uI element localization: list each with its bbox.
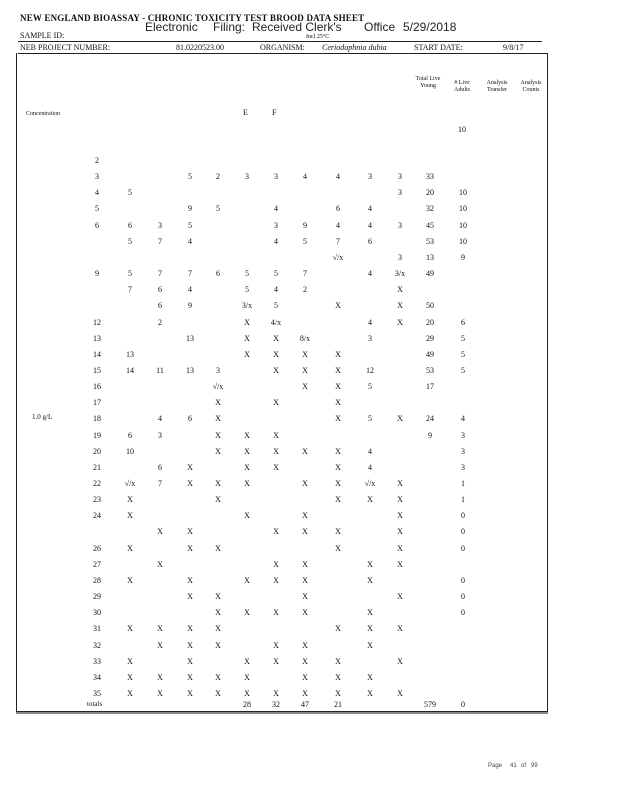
col-e-header: E <box>243 108 248 117</box>
replicate-number: 31 <box>93 624 101 634</box>
column-total: 32 <box>272 700 280 709</box>
brood-cell: 6 <box>128 220 132 230</box>
brood-cell: X <box>187 479 193 488</box>
live-adults-cell: 3 <box>461 446 465 456</box>
organism-label: ORGANISM: <box>260 43 305 52</box>
brood-cell: X <box>215 624 221 634</box>
brood-cell: X <box>244 317 250 327</box>
brood-cell: 3 <box>368 172 372 182</box>
brood-cell: X <box>157 672 163 682</box>
replicate-number: 13 <box>93 333 101 343</box>
totals-label: totals <box>87 700 103 708</box>
brood-cell: X <box>127 511 133 521</box>
brood-cell: X <box>397 511 403 521</box>
brood-cell: X <box>302 479 308 488</box>
brood-cell: X <box>244 430 250 440</box>
brood-cell: 3 <box>398 188 402 198</box>
live-adults-cell: 0 <box>461 511 465 521</box>
brood-cell: X <box>187 688 193 698</box>
replicate-number: 14 <box>93 349 101 359</box>
brood-cell: X <box>215 608 221 618</box>
brood-cell: X <box>397 624 403 634</box>
brood-cell: X <box>273 430 279 440</box>
brood-cell: √/x <box>332 252 344 262</box>
brood-cell: X <box>367 559 373 569</box>
brood-cell: X <box>302 365 308 375</box>
brood-cell: X <box>367 640 373 650</box>
replicate-number: 9 <box>95 269 99 279</box>
brood-cell: X <box>215 414 221 424</box>
column-total: 21 <box>334 700 342 709</box>
total-live-young-cell: 29 <box>426 333 434 343</box>
brood-cell: X <box>367 575 373 585</box>
replicate-number: 24 <box>93 511 101 521</box>
brood-cell: X <box>335 656 341 666</box>
total-live-young-cell: 53 <box>426 365 434 375</box>
brood-cell: 7 <box>188 269 192 279</box>
replicate-number: 32 <box>93 640 101 650</box>
live-adults-cell: 0 <box>461 592 465 602</box>
brood-cell: X <box>157 559 163 569</box>
replicate-number: 34 <box>93 672 101 682</box>
brood-cell: 4 <box>158 414 162 424</box>
page-number: 41 <box>510 763 517 769</box>
brood-cell: X <box>215 688 221 698</box>
brood-cell: 4/x <box>270 317 282 327</box>
live-adults-cell: 6 <box>461 317 465 327</box>
live-adults-cell: 5 <box>461 349 465 359</box>
replicate-number: 23 <box>93 495 101 505</box>
brood-cell: X <box>273 527 279 537</box>
project-label: NEB PROJECT NUMBER: <box>20 43 111 52</box>
brood-cell: 3 <box>245 172 249 182</box>
brood-cell: 14 <box>126 365 134 375</box>
brood-cell: X <box>273 575 279 585</box>
brood-cell: X <box>335 365 341 375</box>
brood-cell: X <box>397 414 403 424</box>
brood-cell: 3 <box>274 220 278 230</box>
brood-cell: X <box>273 446 279 456</box>
brood-cell: 2 <box>216 172 220 182</box>
brood-cell: X <box>335 382 341 392</box>
replicate-number: 4 <box>95 188 99 198</box>
total-live-young-cell: 24 <box>426 414 434 424</box>
brood-cell: X <box>244 479 250 488</box>
total-live-young-cell: 20 <box>426 188 434 198</box>
brood-cell: 13 <box>126 349 134 359</box>
temp-note: Incl 25°C <box>306 34 330 40</box>
brood-cell: 5 <box>188 220 192 230</box>
column-total: 28 <box>243 700 251 709</box>
start-date-label: START DATE: <box>414 43 463 52</box>
live-adults-header: # Live Adults <box>453 80 470 93</box>
brood-cell: 4 <box>336 172 340 182</box>
brood-cell: 9 <box>188 204 192 214</box>
replicate-number: 35 <box>93 688 101 698</box>
analysis-transfer-header: Analysis Transfer <box>486 80 508 93</box>
brood-cell: X <box>244 575 250 585</box>
replicate-number: 20 <box>93 446 101 456</box>
brood-cell: X <box>244 656 250 666</box>
total-live-young-cell: 9 <box>428 430 432 440</box>
brood-cell: 6 <box>216 269 220 279</box>
brood-cell: 8/x <box>299 333 311 343</box>
brood-cell: X <box>127 575 133 585</box>
brood-cell: X <box>215 495 221 505</box>
brood-cell: X <box>335 624 341 634</box>
stamp-filing: Filing: <box>213 20 246 34</box>
replicate-number: 33 <box>93 656 101 666</box>
brood-cell: 5 <box>245 269 249 279</box>
replicate-number: 5 <box>95 204 99 214</box>
brood-cell: X <box>187 543 193 553</box>
replicate-number: 3 <box>95 172 99 182</box>
brood-cell: X <box>397 479 403 488</box>
brood-cell: X <box>397 301 403 311</box>
concentration-header: Concentration <box>26 111 60 117</box>
brood-cell: 5 <box>128 188 132 198</box>
replicate-number: 6 <box>95 220 99 230</box>
brood-cell: 3 <box>216 365 220 375</box>
brood-cell: 6 <box>368 236 372 246</box>
start-date-value: 9/8/17 <box>503 43 524 52</box>
brood-cell: X <box>335 672 341 682</box>
brood-cell: 3 <box>158 430 162 440</box>
brood-cell: √/x <box>212 382 224 392</box>
brood-cell: 6 <box>128 430 132 440</box>
replicate-number: 26 <box>93 543 101 553</box>
sheet-title: NEW ENGLAND BIOASSAY - CHRONIC TOXICITY TEST BROOD DATA SHEET <box>20 13 365 23</box>
brood-cell: 4 <box>188 285 192 295</box>
brood-cell: 2 <box>303 285 307 295</box>
brood-cell: 5 <box>128 236 132 246</box>
brood-cell: X <box>244 672 250 682</box>
brood-cell: X <box>302 672 308 682</box>
brood-cell: X <box>397 559 403 569</box>
total-live-young-cell: 49 <box>426 349 434 359</box>
project-number: 81.0220523.00 <box>176 43 224 52</box>
brood-cell: X <box>302 559 308 569</box>
brood-cell: X <box>397 688 403 698</box>
brood-cell: X <box>157 688 163 698</box>
stamp-office: Office <box>364 20 396 34</box>
live-adults-cell: 5 <box>461 365 465 375</box>
brood-cell: X <box>335 543 341 553</box>
live-adults-cell: 9 <box>461 252 465 262</box>
brood-cell: 3/x <box>394 269 406 279</box>
brood-cell: X <box>273 608 279 618</box>
brood-cell: X <box>215 446 221 456</box>
stamp-received: Received Clerk's <box>252 20 342 34</box>
brood-cell: X <box>302 688 308 698</box>
total-live-young-cell: 17 <box>426 382 434 392</box>
brood-cell: 6 <box>336 204 340 214</box>
grand-total-adults: 0 <box>461 700 465 709</box>
brood-cell: 5 <box>128 269 132 279</box>
col-f-header: F <box>272 108 277 117</box>
brood-cell: X <box>273 640 279 650</box>
total-live-young-cell: 33 <box>426 172 434 182</box>
live-adults-cell: 10 <box>459 236 467 246</box>
page-total: 99 <box>531 763 538 769</box>
brood-cell: X <box>244 608 250 618</box>
brood-cell: 7 <box>158 479 162 488</box>
live-adults-cell: 0 <box>461 575 465 585</box>
brood-cell: 4 <box>274 285 278 295</box>
header-rule-top <box>18 41 542 42</box>
brood-cell: X <box>397 656 403 666</box>
brood-cell: √/x <box>124 479 136 488</box>
table-left-border <box>16 53 17 712</box>
brood-cell: X <box>273 365 279 375</box>
grand-total-young: 579 <box>424 700 436 709</box>
analysis-counts-header: Analysis Counts <box>520 80 542 93</box>
brood-cell: 7 <box>303 269 307 279</box>
brood-cell: 5 <box>216 204 220 214</box>
replicate-number: 29 <box>93 592 101 602</box>
brood-cell: 7 <box>128 285 132 295</box>
brood-cell: X <box>244 511 250 521</box>
brood-cell: 3 <box>368 333 372 343</box>
brood-cell: X <box>335 462 341 472</box>
brood-cell: 6 <box>188 414 192 424</box>
brood-cell: X <box>273 688 279 698</box>
brood-cell: 5 <box>245 285 249 295</box>
header-adults-count: 10 <box>458 125 466 134</box>
brood-cell: 3 <box>274 172 278 182</box>
live-adults-cell: 0 <box>461 543 465 553</box>
brood-cell: 13 <box>186 365 194 375</box>
replicate-number: 28 <box>93 575 101 585</box>
live-adults-cell: 4 <box>461 414 465 424</box>
brood-cell: 9 <box>188 301 192 311</box>
replicate-number: 19 <box>93 430 101 440</box>
brood-cell: X <box>157 624 163 634</box>
brood-cell: 12 <box>366 365 374 375</box>
brood-cell: X <box>127 656 133 666</box>
brood-cell: 6 <box>158 462 162 472</box>
live-adults-cell: 10 <box>459 188 467 198</box>
brood-cell: X <box>127 624 133 634</box>
brood-cell: X <box>335 479 341 488</box>
live-adults-cell: 1 <box>461 479 465 488</box>
replicate-number: 15 <box>93 365 101 375</box>
brood-cell: 4 <box>368 204 372 214</box>
brood-cell: 5 <box>274 301 278 311</box>
brood-cell: X <box>335 495 341 505</box>
brood-cell: X <box>397 592 403 602</box>
brood-cell: X <box>273 349 279 359</box>
page-label: Page <box>488 763 503 769</box>
brood-cell: X <box>302 656 308 666</box>
column-total: 47 <box>301 700 309 709</box>
brood-cell: 5 <box>368 414 372 424</box>
sample-id-label: SAMPLE ID: <box>20 31 65 40</box>
total-live-young-cell: 20 <box>426 317 434 327</box>
brood-cell: 2 <box>158 317 162 327</box>
brood-cell: X <box>397 317 403 327</box>
total-live-young-cell: 13 <box>426 252 434 262</box>
brood-cell: X <box>187 462 193 472</box>
total-live-young-cell: 32 <box>426 204 434 214</box>
brood-cell: 5 <box>274 269 278 279</box>
brood-cell: X <box>397 527 403 537</box>
replicate-number: 17 <box>93 398 101 408</box>
brood-cell: 4 <box>368 269 372 279</box>
brood-cell: X <box>273 656 279 666</box>
brood-cell: X <box>187 624 193 634</box>
brood-cell: 3 <box>158 220 162 230</box>
brood-cell: 3 <box>398 220 402 230</box>
brood-cell: X <box>397 285 403 295</box>
brood-cell: X <box>302 446 308 456</box>
brood-cell: √/x <box>364 479 376 488</box>
brood-cell: X <box>187 640 193 650</box>
brood-cell: X <box>302 349 308 359</box>
brood-cell: X <box>302 527 308 537</box>
live-adults-cell: 0 <box>461 608 465 618</box>
brood-cell: 4 <box>274 236 278 246</box>
brood-cell: X <box>302 608 308 618</box>
live-adults-cell: 10 <box>459 220 467 230</box>
live-adults-cell: 0 <box>461 527 465 537</box>
brood-cell: 5 <box>368 382 372 392</box>
brood-cell: X <box>335 414 341 424</box>
brood-cell: X <box>157 527 163 537</box>
brood-cell: X <box>397 543 403 553</box>
brood-cell: X <box>335 446 341 456</box>
brood-cell: X <box>367 608 373 618</box>
brood-cell: X <box>302 575 308 585</box>
brood-cell: X <box>244 688 250 698</box>
brood-cell: X <box>127 672 133 682</box>
brood-cell: X <box>244 333 250 343</box>
brood-cell: X <box>302 640 308 650</box>
brood-cell: X <box>335 349 341 359</box>
brood-cell: X <box>367 688 373 698</box>
brood-cell: X <box>244 349 250 359</box>
brood-cell: 3 <box>398 252 402 262</box>
live-adults-cell: 3 <box>461 430 465 440</box>
brood-cell: X <box>215 430 221 440</box>
brood-cell: 4 <box>368 317 372 327</box>
replicate-number: 18 <box>93 414 101 424</box>
total-live-young-cell: 50 <box>426 301 434 311</box>
brood-cell: X <box>367 495 373 505</box>
brood-cell: X <box>335 688 341 698</box>
brood-cell: 6 <box>158 301 162 311</box>
brood-cell: 7 <box>336 236 340 246</box>
brood-cell: X <box>302 592 308 602</box>
brood-cell: X <box>215 479 221 488</box>
brood-cell: X <box>273 462 279 472</box>
brood-cell: 3/x <box>241 301 253 311</box>
page-of-label: of <box>521 763 527 769</box>
table-right-border <box>547 53 548 712</box>
organism-value: Ceriodaphnia dubia <box>322 43 387 52</box>
brood-cell: 3 <box>398 172 402 182</box>
brood-cell: X <box>187 592 193 602</box>
total-live-young-cell: 53 <box>426 236 434 246</box>
brood-cell: X <box>302 511 308 521</box>
brood-cell: 4 <box>368 446 372 456</box>
total-live-young-cell: 49 <box>426 269 434 279</box>
brood-cell: 5 <box>188 172 192 182</box>
brood-cell: 4 <box>274 204 278 214</box>
brood-cell: X <box>157 640 163 650</box>
live-adults-cell: 3 <box>461 462 465 472</box>
replicate-number: 27 <box>93 559 101 569</box>
brood-cell: X <box>187 672 193 682</box>
brood-cell: 9 <box>303 220 307 230</box>
brood-cell: X <box>127 543 133 553</box>
brood-cell: X <box>367 624 373 634</box>
concentration-value: 1.0 g/L <box>32 413 53 421</box>
brood-cell: X <box>187 527 193 537</box>
brood-cell: X <box>215 640 221 650</box>
brood-cell: X <box>273 559 279 569</box>
brood-cell: 5 <box>303 236 307 246</box>
brood-cell: X <box>127 688 133 698</box>
brood-cell: X <box>273 398 279 408</box>
replicate-number: 22 <box>93 479 101 488</box>
live-adults-cell: 5 <box>461 333 465 343</box>
brood-cell: X <box>127 495 133 505</box>
replicate-number: 30 <box>93 608 101 618</box>
live-adults-cell: 10 <box>459 204 467 214</box>
brood-cell: 6 <box>158 285 162 295</box>
brood-cell: 10 <box>126 446 134 456</box>
brood-cell: 7 <box>158 269 162 279</box>
brood-cell: X <box>187 575 193 585</box>
live-adults-cell: 1 <box>461 495 465 505</box>
brood-cell: X <box>335 301 341 311</box>
total-live-young-header: Total Live Young <box>415 76 441 89</box>
brood-cell: X <box>273 333 279 343</box>
brood-cell: X <box>215 543 221 553</box>
brood-cell: 4 <box>336 220 340 230</box>
stamp-electronic: Electronic <box>145 20 198 34</box>
stamp-date: 5/29/2018 <box>403 20 457 34</box>
brood-cell: 4 <box>368 220 372 230</box>
brood-cell: 4 <box>303 172 307 182</box>
brood-cell: 4 <box>368 462 372 472</box>
brood-cell: 13 <box>186 333 194 343</box>
replicate-number: 21 <box>93 462 101 472</box>
brood-cell: X <box>335 398 341 408</box>
replicate-number: 12 <box>93 317 101 327</box>
brood-cell: X <box>335 527 341 537</box>
brood-cell: 4 <box>188 236 192 246</box>
brood-cell: X <box>215 592 221 602</box>
brood-cell: 7 <box>158 236 162 246</box>
brood-cell: X <box>187 656 193 666</box>
brood-cell: X <box>397 495 403 505</box>
brood-cell: X <box>215 398 221 408</box>
brood-cell: 11 <box>156 365 164 375</box>
brood-cell: X <box>244 446 250 456</box>
table-bottom-shadow <box>16 712 548 714</box>
total-live-young-cell: 45 <box>426 220 434 230</box>
brood-cell: X <box>215 672 221 682</box>
replicate-number: 2 <box>95 156 99 165</box>
table-top-border <box>18 53 548 54</box>
replicate-number: 16 <box>93 382 101 392</box>
brood-cell: X <box>244 462 250 472</box>
brood-cell: X <box>302 382 308 392</box>
brood-cell: X <box>367 672 373 682</box>
